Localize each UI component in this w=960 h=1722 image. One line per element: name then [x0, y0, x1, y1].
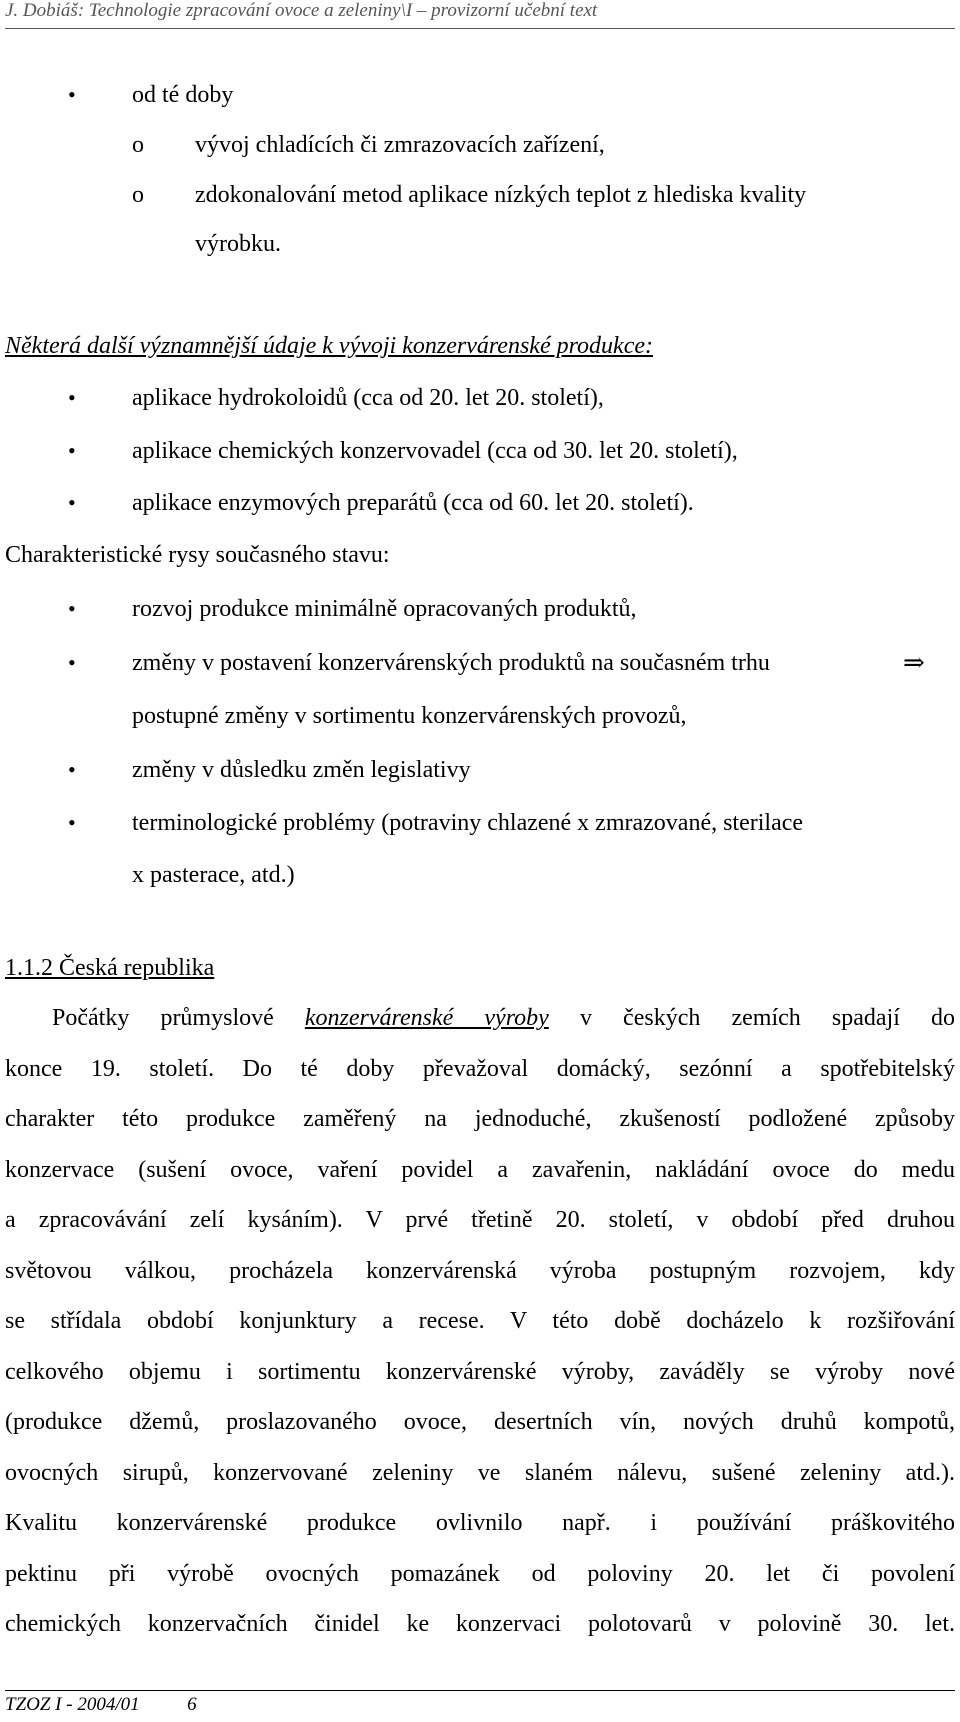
section-heading: Charakteristické rysy současného stavu:: [5, 542, 390, 568]
bullet-dot: •: [68, 438, 76, 463]
page-header: J. Dobiáš: Technologie zpracování ovoce a zeleniny\I – provizorní učební text: [5, 0, 598, 21]
list-item-continuation: x pasterace, atd.): [132, 862, 295, 888]
footer-rule: [5, 1690, 955, 1691]
paragraph-text: Počátky průmyslové: [52, 1005, 274, 1031]
paragraph-text: v českých zemích spadají do: [579, 1005, 955, 1031]
implies-arrow-icon: ⇒: [903, 648, 925, 677]
paragraph-line: Kvalitu konzervárenské produkce ovlivnilo např. i používání práškovitého: [5, 1510, 955, 1536]
list-item-continuation: postupné změny v sortimentu konzervárenských provozů,: [132, 703, 687, 729]
sub-bullet-circle: o: [132, 182, 144, 208]
paragraph-line: charakter této produkce zaměřený na jednoduché, zkušeností podložené způsoby: [5, 1106, 955, 1132]
paragraph-emphasis: konzervárenské výroby: [304, 1005, 549, 1031]
sub-bullet-circle: o: [132, 132, 144, 158]
bullet-dot: •: [68, 596, 76, 621]
bullet-dot: •: [68, 810, 76, 835]
paragraph-line: [52, 1005, 955, 1032]
paragraph-line: se střídala období konjunktury a recese. V této době docházelo k rozšiřování: [5, 1308, 955, 1334]
sub-list-item: vývoj chladících či zmrazovacích zařízení,: [195, 132, 605, 158]
paragraph-line: ovocných sirupů, konzervované zeleniny ve slaném nálevu, sušené zeleniny atd.).: [5, 1460, 955, 1486]
list-item: aplikace chemických konzervovadel (cca od 30. let 20. století),: [132, 438, 738, 464]
paragraph-line: a zpracovávání zelí kysáním). V prvé třetině 20. století, v období před druhou: [5, 1207, 955, 1233]
list-item: rozvoj produkce minimálně opracovaných produktů,: [132, 596, 637, 622]
bullet-dot: •: [68, 82, 76, 107]
list-item: aplikace enzymových preparátů (cca od 60. let 20. století).: [132, 490, 694, 516]
bullet-dot: •: [68, 650, 76, 675]
section-title: 1.1.2 Česká republika: [5, 955, 215, 981]
list-item: změny v postavení konzervárenských produktů na současném trhu: [132, 650, 770, 676]
sub-list-item: zdokonalování metod aplikace nízkých teplot z hlediska kvality: [195, 182, 807, 208]
bullet-dot: •: [68, 385, 76, 410]
paragraph-line: světovou válkou, procházela konzervárenská výroba postupným rozvojem, kdy: [5, 1258, 955, 1284]
bullet-dot: •: [68, 490, 76, 515]
list-item: od té doby: [132, 82, 234, 108]
list-item: změny v důsledku změn legislativy: [132, 757, 471, 783]
list-item: terminologické problémy (potraviny chlazené x zmrazované, sterilace: [132, 810, 804, 836]
list-item: aplikace hydrokoloidů (cca od 20. let 20. století),: [132, 385, 604, 411]
section-heading: Některá další významnější údaje k vývoji konzervárenské produkce:: [5, 333, 653, 359]
header-rule: [5, 28, 955, 29]
paragraph-line: konzervace (sušení ovoce, vaření povidel a zavařenin, nakládání ovoce do medu: [5, 1157, 955, 1183]
page-footer: TZOZ I - 2004/01 6: [5, 1694, 197, 1715]
paragraph-line: konce 19. století. Do té doby převažoval domácký, sezónní a spotřebitelský: [5, 1056, 955, 1082]
sub-list-item-continuation: výrobku.: [195, 231, 281, 257]
paragraph-line: chemických konzervačních činidel ke konzervaci polotovarů v polovině 30. let.: [5, 1611, 955, 1637]
paragraph-line: (produkce džemů, proslazovaného ovoce, desertních vín, nových druhů kompotů,: [5, 1409, 955, 1435]
paragraph-line: celkového objemu i sortimentu konzervárenské výroby, zaváděly se výroby nové: [5, 1359, 955, 1385]
bullet-dot: •: [68, 757, 76, 782]
paragraph-line: pektinu při výrobě ovocných pomazánek od poloviny 20. let či povolení: [5, 1561, 955, 1587]
